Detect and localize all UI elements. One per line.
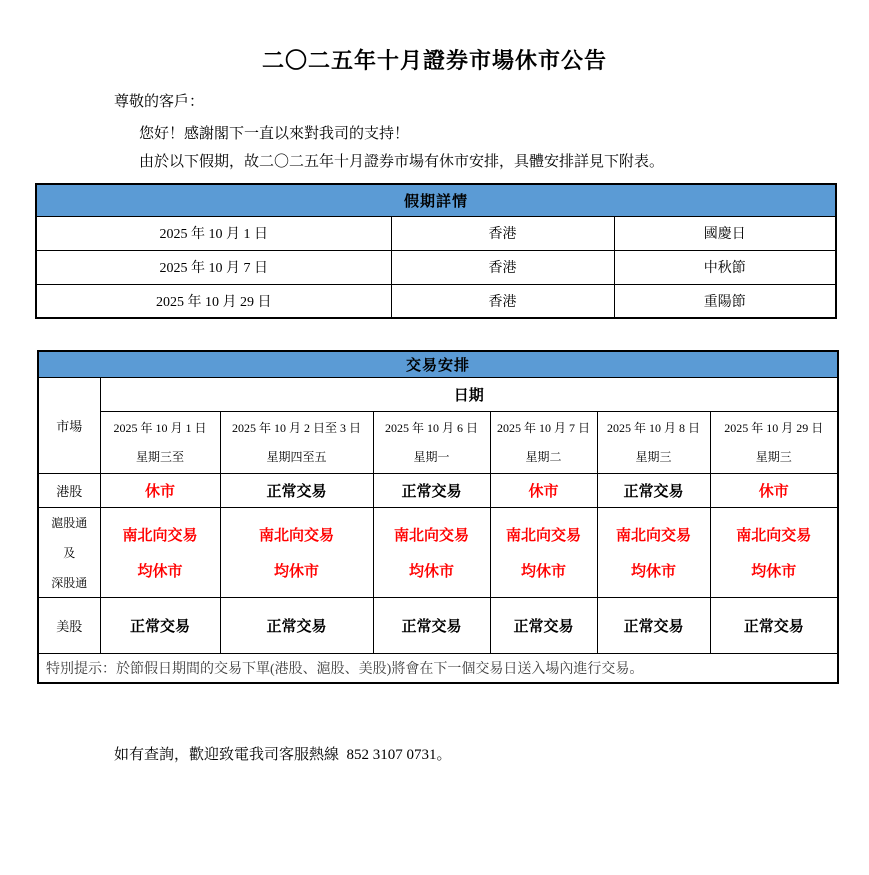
holiday-date-cell: 2025 年 10 月 7 日 [36, 250, 391, 284]
trading-status-cell [100, 507, 220, 597]
weekday-text: 星期一 [413, 449, 450, 464]
status-line: 南北向交易 [122, 527, 198, 544]
status-line: 均休市 [630, 563, 676, 580]
holiday-date-cell: 2025 年 10 月 1 日 [36, 216, 391, 250]
market-header-cell: 市場 [38, 377, 100, 473]
table-row-us-stocks [38, 597, 838, 653]
trading-status-cell [490, 507, 597, 597]
status-line: 均休市 [408, 563, 454, 580]
status-line: 均休市 [137, 563, 183, 580]
trading-status-cell: 正常交易 [373, 597, 490, 653]
date-header-cell: 日期 [100, 377, 838, 411]
dates-row [38, 411, 838, 473]
salutation-text: 尊敬的客戶： [114, 94, 205, 110]
date-column-cell [220, 411, 373, 473]
trading-status-cell: 正常交易 [597, 597, 710, 653]
status-line: 南北向交易 [505, 527, 581, 544]
date-text: 2025 年 10 月 8 日 [606, 420, 700, 435]
status-line: 南北向交易 [615, 527, 691, 544]
holiday-region-cell: 香港 [391, 284, 614, 318]
trading-status-cell [710, 507, 838, 597]
status-line: 均休市 [751, 563, 797, 580]
date-text: 2025 年 10 月 7 日 [496, 420, 590, 435]
weekday-text: 星期二 [525, 449, 562, 464]
table-row [36, 250, 836, 284]
holiday-name-cell: 中秋節 [614, 250, 836, 284]
weekday-text: 星期三 [635, 449, 672, 464]
page-title: 二〇二五年十月證券市場休市公告 [261, 48, 607, 73]
weekday-text: 星期四至五 [266, 449, 327, 464]
note-row [38, 653, 838, 683]
market-label: 美股 [38, 597, 100, 653]
trading-table-title: 交易安排 [38, 351, 838, 377]
date-text: 2025 年 10 月 1 日 [113, 420, 207, 435]
trading-status-cell: 正常交易 [597, 473, 710, 507]
table-row [36, 284, 836, 318]
trading-table [37, 350, 839, 684]
trading-status-cell: 正常交易 [710, 597, 838, 653]
market-label-line: 滬股通 [51, 515, 88, 530]
status-line: 南北向交易 [258, 527, 334, 544]
trading-status-cell: 正常交易 [490, 597, 597, 653]
table-row-stock-connect [38, 507, 838, 597]
holiday-name-cell: 重陽節 [614, 284, 836, 318]
weekday-text: 星期三 [755, 449, 792, 464]
holiday-table-title-row [36, 184, 836, 216]
date-header-row [38, 377, 838, 411]
trading-status-cell: 正常交易 [100, 597, 220, 653]
status-line: 均休市 [273, 563, 319, 580]
status-line: 南北向交易 [736, 527, 812, 544]
holiday-name-cell: 國慶日 [614, 216, 836, 250]
special-note: 特別提示：於節假日期間的交易下單(港股、滬股、美股)將會在下一個交易日送入場內進行交易。 [38, 653, 838, 683]
trading-status-cell [373, 507, 490, 597]
market-label-line: 及 [63, 545, 76, 560]
greeting-text: 您好！感謝閣下一直以來對我司的支持！ [139, 126, 410, 142]
date-text: 2025 年 10 月 2 日至 3 日 [231, 420, 361, 435]
trading-status-cell: 正常交易 [220, 597, 373, 653]
market-label-line: 深股通 [51, 575, 88, 590]
date-text: 2025 年 10 月 29 日 [724, 420, 824, 435]
trading-status-cell: 正常交易 [220, 473, 373, 507]
holiday-table-title: 假期詳情 [36, 184, 836, 216]
trading-status-cell: 休市 [100, 473, 220, 507]
date-column-cell [710, 411, 838, 473]
trading-table-title-row [38, 351, 838, 377]
holiday-region-cell: 香港 [391, 250, 614, 284]
date-column-cell [597, 411, 710, 473]
weekday-text: 星期三至 [135, 449, 184, 464]
trading-status-cell: 休市 [490, 473, 597, 507]
trading-status-cell [220, 507, 373, 597]
market-label [38, 507, 100, 597]
trading-status-cell: 正常交易 [373, 473, 490, 507]
date-column-cell [100, 411, 220, 473]
market-label: 港股 [38, 473, 100, 507]
trading-status-cell: 休市 [710, 473, 838, 507]
holiday-region-cell: 香港 [391, 216, 614, 250]
status-line: 均休市 [520, 563, 566, 580]
holiday-date-cell: 2025 年 10 月 29 日 [36, 284, 391, 318]
table-row [36, 216, 836, 250]
holiday-table [35, 183, 837, 319]
date-column-cell [373, 411, 490, 473]
table-row-hk-stocks [38, 473, 838, 507]
trading-status-cell [597, 507, 710, 597]
date-text: 2025 年 10 月 6 日 [384, 420, 478, 435]
footer-hotline-text: 如有查詢，歡迎致電我司客服熱線 852 3107 0731。 [114, 747, 452, 763]
status-line: 南北向交易 [393, 527, 469, 544]
date-column-cell [490, 411, 597, 473]
intro-text: 由於以下假期，故二〇二五年十月證券市場有休市安排，具體安排詳見下附表。 [139, 154, 665, 170]
